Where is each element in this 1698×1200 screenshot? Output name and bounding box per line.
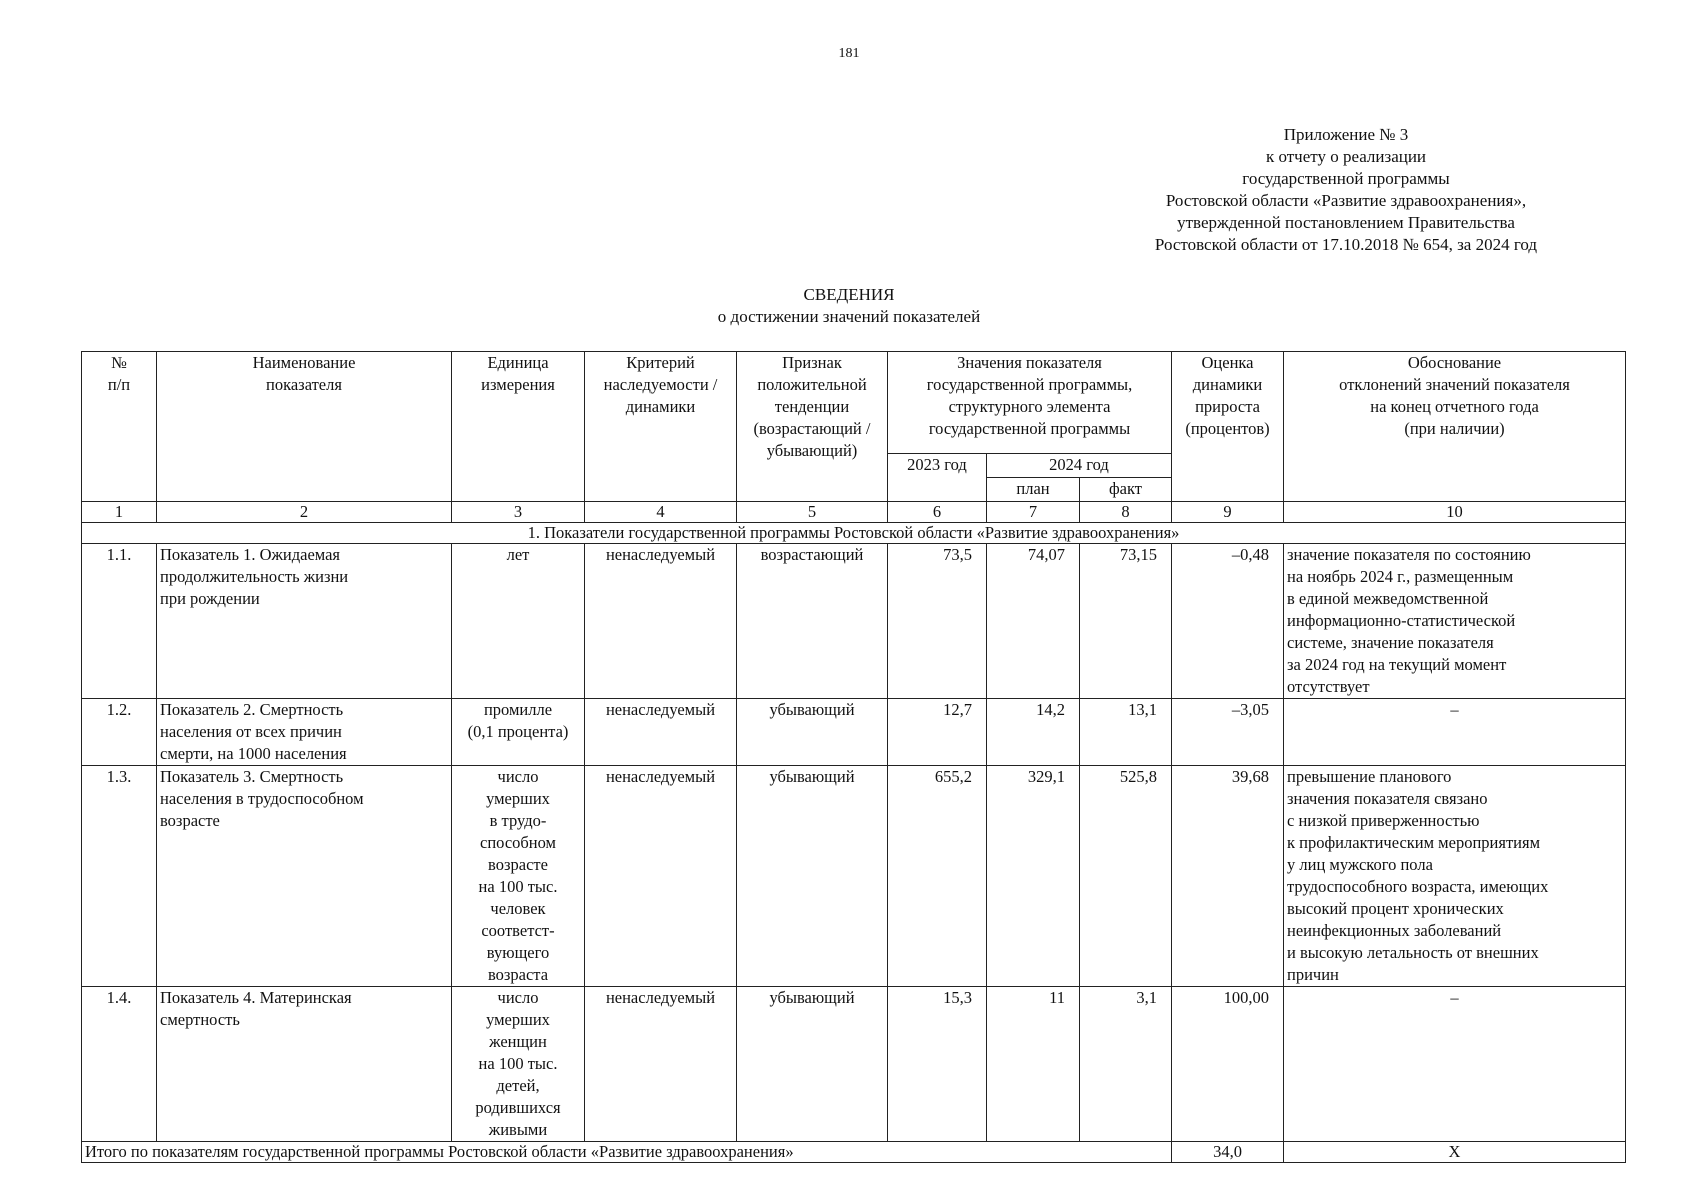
col-number: 1 — [82, 502, 157, 523]
section-row — [82, 523, 1626, 544]
header-name: Наименование показателя — [157, 352, 452, 502]
appendix-line: утвержденной постановлением Правительства — [1177, 213, 1515, 232]
row-justification: значение показателя по состоянию на ноябрь 2024 г., размещенным в единой межведомственной информационно-статистической системе, значение показателя за 2024 год на текущий момент отсутствует — [1284, 544, 1626, 699]
row-criterion: ненаследуемый — [585, 699, 737, 766]
total-justification: X — [1284, 1142, 1626, 1163]
row-num: 1.2. — [82, 699, 157, 766]
header-justification: Обоснование отклонений значений показателя на конец отчетного года (при наличии) — [1284, 352, 1626, 502]
row-trend: убывающий — [737, 987, 888, 1142]
page-number: 181 — [838, 46, 860, 61]
appendix-line: к отчету о реализации — [1265, 147, 1427, 166]
row-value-fact: 3,1 — [1080, 987, 1172, 1142]
row-assessment: 39,68 — [1172, 766, 1284, 987]
row-value-plan: 14,2 — [987, 699, 1080, 766]
appendix-line: Ростовской области от 17.10.2018 № 654, за 2024 год — [1154, 235, 1538, 254]
row-value-2023: 73,5 — [888, 544, 987, 699]
table-row — [82, 544, 1626, 699]
row-name: Показатель 2. Смертность населения от всех причин смерти, на 1000 населения — [157, 699, 452, 766]
appendix-block — [1066, 124, 1626, 256]
row-assessment: 100,00 — [1172, 987, 1284, 1142]
col-number: 10 — [1284, 502, 1626, 523]
row-justification: превышение планового значения показателя связано с низкой приверженностью к профилактическим мероприятиям у лиц мужского пола трудоспособного возраста, имеющих высокий процент хронических неинфекционных заболеваний и высокую летальность от внешних причин — [1284, 766, 1626, 987]
col-number: 6 — [888, 502, 987, 523]
total-assessment: 34,0 — [1172, 1142, 1284, 1163]
appendix-line: Приложение № 3 — [1283, 125, 1409, 144]
row-value-fact: 73,15 — [1080, 544, 1172, 699]
table-row — [82, 699, 1626, 766]
section-title: 1. Показатели государственной программы Ростовской области «Развитие здравоохранения» — [82, 523, 1626, 544]
row-justification: – — [1284, 987, 1626, 1142]
row-value-plan: 329,1 — [987, 766, 1080, 987]
row-num: 1.3. — [82, 766, 157, 987]
row-trend: возрастающий — [737, 544, 888, 699]
row-unit: промилле (0,1 процента) — [452, 699, 585, 766]
title-main: СВЕДЕНИЯ — [803, 285, 895, 304]
row-criterion: ненаследуемый — [585, 766, 737, 987]
row-unit: число умерших женщин на 100 тыс. детей, родившихся живыми — [452, 987, 585, 1142]
row-name: Показатель 4. Материнская смертность — [157, 987, 452, 1142]
col-number: 8 — [1080, 502, 1172, 523]
col-number: 5 — [737, 502, 888, 523]
table-row — [82, 987, 1626, 1142]
appendix-line: государственной программы — [1242, 169, 1450, 188]
header-2024: 2024 год — [987, 454, 1172, 478]
header-values: Значения показателя государственной программы, структурного элемента государственной программы — [888, 352, 1172, 454]
col-number: 9 — [1172, 502, 1284, 523]
row-num: 1.1. — [82, 544, 157, 699]
total-row — [82, 1142, 1626, 1163]
row-value-fact: 525,8 — [1080, 766, 1172, 987]
header-criterion: Критерий наследуемости / динамики — [585, 352, 737, 502]
row-value-2023: 655,2 — [888, 766, 987, 987]
row-assessment: –0,48 — [1172, 544, 1284, 699]
row-name: Показатель 3. Смертность населения в трудоспособном возрасте — [157, 766, 452, 987]
appendix-line: Ростовской области «Развитие здравоохранения», — [1165, 191, 1527, 210]
header-assessment: Оценка динамики прироста (процентов) — [1172, 352, 1284, 502]
header-plan: план — [987, 478, 1080, 502]
document-title — [0, 284, 1698, 328]
row-name: Показатель 1. Ожидаемая продолжительность жизни при рождении — [157, 544, 452, 699]
row-criterion: ненаследуемый — [585, 544, 737, 699]
table-row — [82, 766, 1626, 987]
col-number: 7 — [987, 502, 1080, 523]
row-value-2023: 12,7 — [888, 699, 987, 766]
indicators-table — [81, 351, 1626, 1163]
col-number: 2 — [157, 502, 452, 523]
header-2023: 2023 год — [888, 454, 987, 502]
row-unit: лет — [452, 544, 585, 699]
total-label: Итого по показателям государственной программы Ростовской области «Развитие здравоохранения» — [82, 1142, 1172, 1163]
row-trend: убывающий — [737, 699, 888, 766]
row-value-2023: 15,3 — [888, 987, 987, 1142]
row-criterion: ненаследуемый — [585, 987, 737, 1142]
row-value-plan: 11 — [987, 987, 1080, 1142]
header-trend: Признак положительной тенденции (возрастающий / убывающий) — [737, 352, 888, 502]
row-trend: убывающий — [737, 766, 888, 987]
row-value-fact: 13,1 — [1080, 699, 1172, 766]
col-number: 4 — [585, 502, 737, 523]
row-num: 1.4. — [82, 987, 157, 1142]
row-assessment: –3,05 — [1172, 699, 1284, 766]
title-sub: о достижении значений показателей — [717, 307, 981, 326]
col-number: 3 — [452, 502, 585, 523]
row-justification: – — [1284, 699, 1626, 766]
header-fact: факт — [1080, 478, 1172, 502]
row-unit: число умерших в трудо- способном возрасте на 100 тыс. человек соответст- вующего возраста — [452, 766, 585, 987]
row-value-plan: 74,07 — [987, 544, 1080, 699]
header-unit: Единица измерения — [452, 352, 585, 502]
column-numbers-row — [82, 502, 1626, 523]
header-num: № п/п — [82, 352, 157, 502]
